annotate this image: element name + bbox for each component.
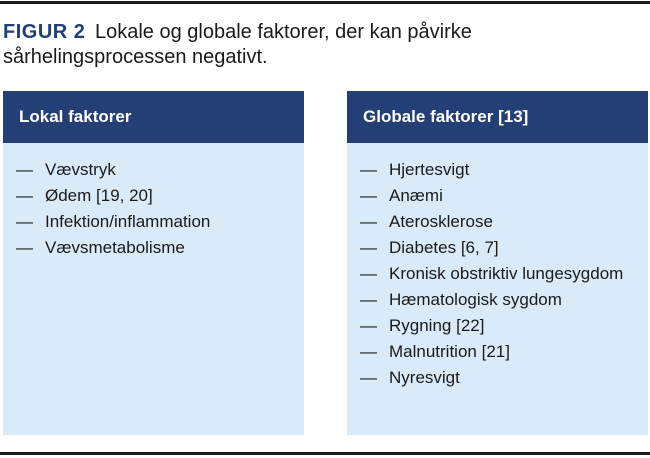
dash-marker: — xyxy=(16,238,33,257)
global-factors-title: Globale faktorer [13] xyxy=(363,107,529,126)
dash-marker: — xyxy=(360,316,377,335)
list-item xyxy=(3,235,304,261)
bottom-rule xyxy=(0,452,650,455)
list-item xyxy=(347,157,648,183)
figure-caption xyxy=(3,20,643,70)
list-item-text: Kronisk obstriktiv lungesygdom xyxy=(389,264,624,283)
list-item xyxy=(3,157,304,183)
global-factors-list xyxy=(347,157,648,391)
dash-marker: — xyxy=(360,186,377,205)
list-item-text: Hjertesvigt xyxy=(389,160,470,179)
list-item xyxy=(3,183,304,209)
global-factors-header xyxy=(347,91,648,143)
local-factors-panel xyxy=(3,91,304,435)
dash-marker: — xyxy=(16,160,33,179)
list-item xyxy=(347,339,648,365)
dash-marker: — xyxy=(16,186,33,205)
figure-label: FIGUR 2 xyxy=(3,21,86,43)
dash-marker: — xyxy=(360,238,377,257)
list-item xyxy=(347,235,648,261)
list-item-text: Vævsmetabolisme xyxy=(45,238,185,257)
figure-caption-text: Lokale og globale faktorer, der kan påvirke sårhelingsprocessen negativt. xyxy=(3,21,472,68)
dash-marker: — xyxy=(360,290,377,309)
list-item xyxy=(347,365,648,391)
dash-marker: — xyxy=(16,212,33,231)
dash-marker: — xyxy=(360,264,377,283)
list-item xyxy=(347,261,648,287)
dash-marker: — xyxy=(360,212,377,231)
dash-marker: — xyxy=(360,342,377,361)
list-item-text: Anæmi xyxy=(389,186,443,205)
list-item-text: Rygning [22] xyxy=(389,316,485,335)
local-factors-header xyxy=(3,91,304,143)
list-item-text: Vævstryk xyxy=(45,160,116,179)
list-item xyxy=(347,209,648,235)
local-factors-title: Lokal faktorer xyxy=(19,107,132,126)
local-factors-list xyxy=(3,157,304,261)
list-item-text: Infektion/inflammation xyxy=(45,212,211,231)
list-item xyxy=(347,287,648,313)
list-item-text: Hæmatologisk sygdom xyxy=(389,290,562,309)
list-item-text: Nyresvigt xyxy=(389,368,460,387)
dash-marker: — xyxy=(360,160,377,179)
list-item-text: Diabetes [6, 7] xyxy=(389,238,499,257)
list-item-text: Aterosklerose xyxy=(389,212,493,231)
list-item-text: Ødem [19, 20] xyxy=(45,186,153,205)
list-item xyxy=(347,313,648,339)
top-rule xyxy=(0,1,650,4)
global-factors-panel xyxy=(347,91,648,435)
list-item xyxy=(3,209,304,235)
dash-marker: — xyxy=(360,368,377,387)
list-item xyxy=(347,183,648,209)
list-item-text: Malnutrition [21] xyxy=(389,342,510,361)
